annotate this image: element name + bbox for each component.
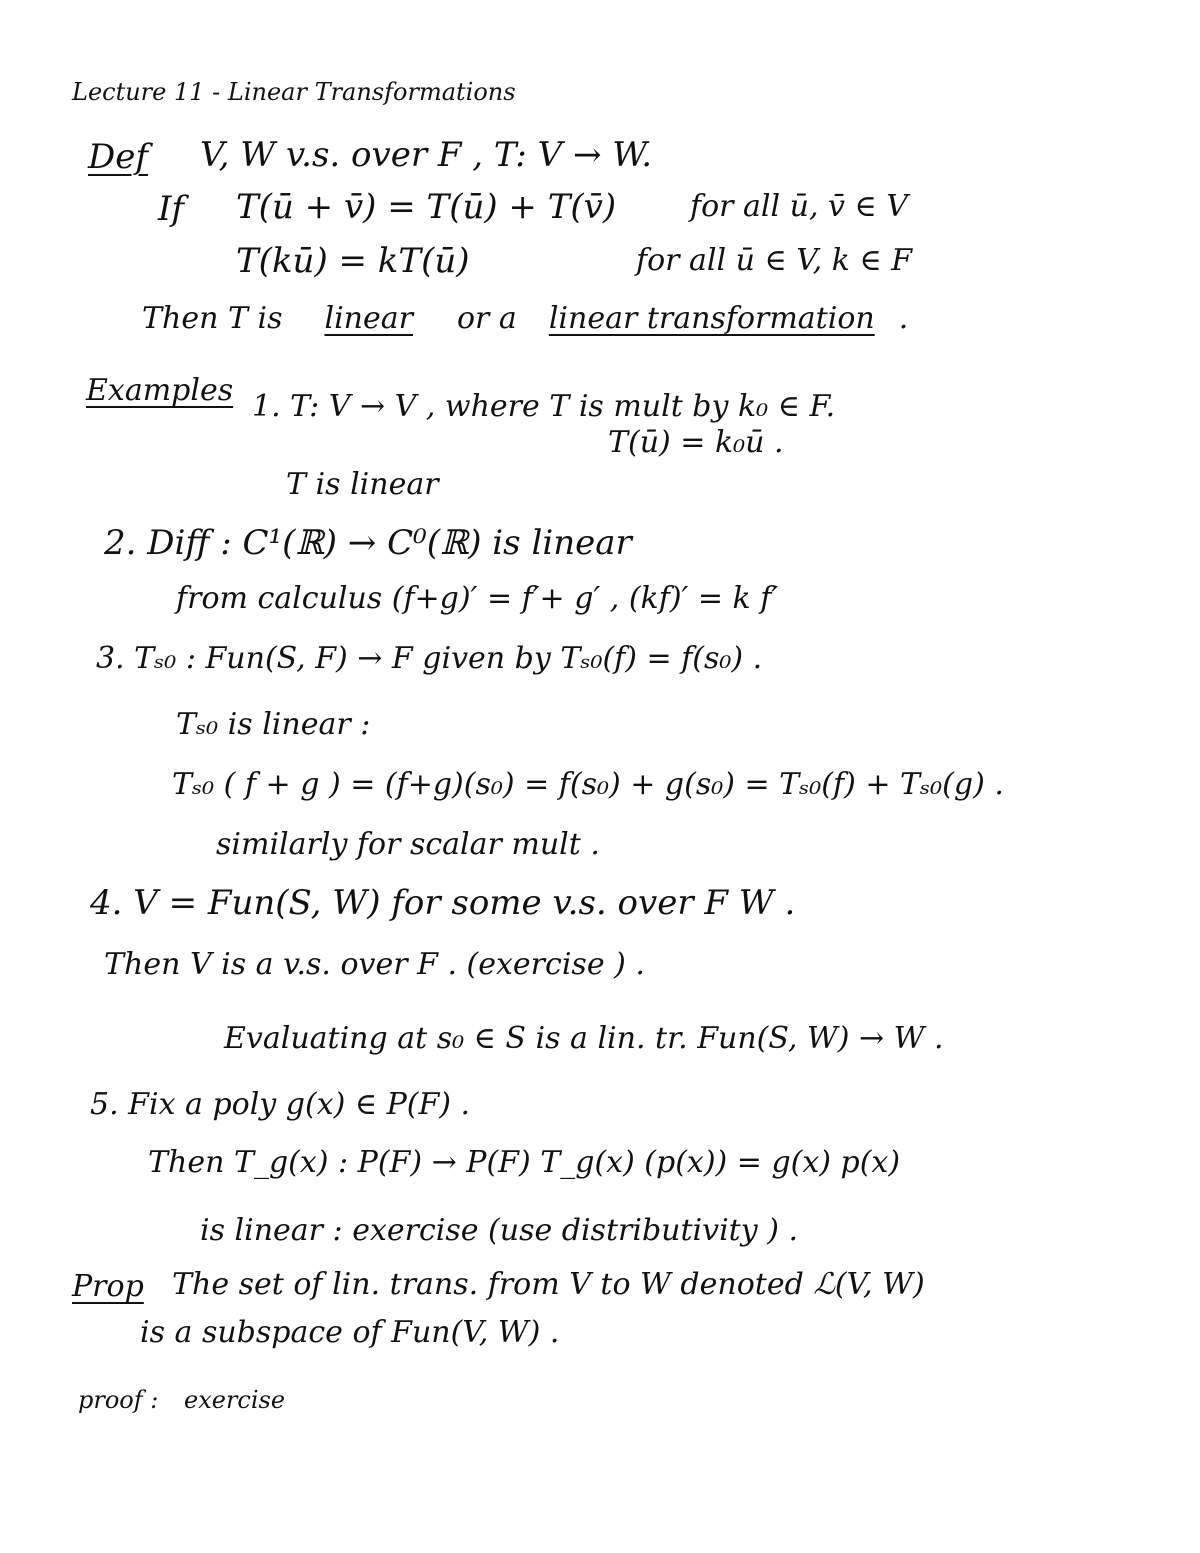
example-4-statement: 4. V = Fun(S, W) for some v.s. over F W . (90, 883, 796, 923)
example-5-statement: 5. Fix a poly g(x) ∈ P(F) . (90, 1087, 471, 1122)
example-2-statement: 2. Diff : C¹(ℝ) → C⁰(ℝ) is linear (104, 523, 632, 563)
definition-end-dot: . (898, 301, 909, 336)
definition-condition-homogeneity-quantifier: for all ū ∈ V, k ∈ F (636, 243, 913, 278)
definition-setup: V, W v.s. over F , T: V → W. (200, 135, 653, 175)
examples-label: Examples (86, 373, 234, 408)
proposition-statement-line-2: is a subspace of Fun(V, W) . (140, 1315, 560, 1350)
example-3-statement: 3. Tₛ₀ : Fun(S, F) → F given by Tₛ₀(f) = f(s₀) . (96, 641, 763, 676)
term-linear: linear (324, 301, 413, 336)
definition-or-word: or a (456, 301, 517, 336)
example-5-linearity: is linear : exercise (use distributivity ) . (200, 1213, 798, 1248)
example-3-scalar-note: similarly for scalar mult . (216, 827, 600, 862)
definition-conclusion (142, 301, 909, 336)
proposition-statement-line-1: The set of lin. trans. from V to W denoted ℒ(V, W) (172, 1267, 925, 1302)
example-3-claim: Tₛ₀ is linear : (176, 707, 371, 742)
definition-if-word: If (158, 189, 185, 229)
example-2-justification: from calculus (f+g)′ = f′+ g′ , (kf)′ = k f′ (176, 581, 779, 616)
term-linear-transformation: linear transformation (548, 301, 875, 336)
proof-label: proof : (78, 1386, 159, 1414)
definition-then-word: Then T is (142, 301, 283, 336)
definition-condition-homogeneity: T(kū) = kT(ū) (236, 241, 470, 281)
page-title: Lecture 11 - Linear Transformations (72, 78, 516, 106)
example-5-map: Then T_g(x) : P(F) → P(F) T_g(x) (p(x)) = g(x) p(x) (148, 1145, 901, 1180)
example-1-statement: 1. T: V → V , where T is mult by k₀ ∈ F. (252, 389, 836, 424)
proposition-label: Prop (72, 1269, 144, 1304)
example-4-evaluation: Evaluating at s₀ ∈ S is a lin. tr. Fun(S, W) → W . (224, 1021, 944, 1056)
definition-condition-additivity: T(ū + v̄) = T(ū) + T(v̄) (236, 187, 617, 227)
definition-label: Def (88, 137, 148, 177)
proof-text: exercise (184, 1386, 286, 1414)
definition-condition-additivity-quantifier: for all ū, v̄ ∈ V (690, 189, 908, 224)
example-1-conclusion: T is linear (286, 467, 439, 502)
example-4-vector-space-note: Then V is a v.s. over F . (exercise ) . (104, 947, 645, 982)
example-1-formula: T(ū) = k₀ū . (608, 425, 784, 460)
example-3-computation: Tₛ₀ ( f + g ) = (f+g)(s₀) = f(s₀) + g(s₀) = Tₛ₀(f) + Tₛ₀(g) . (172, 767, 1004, 802)
